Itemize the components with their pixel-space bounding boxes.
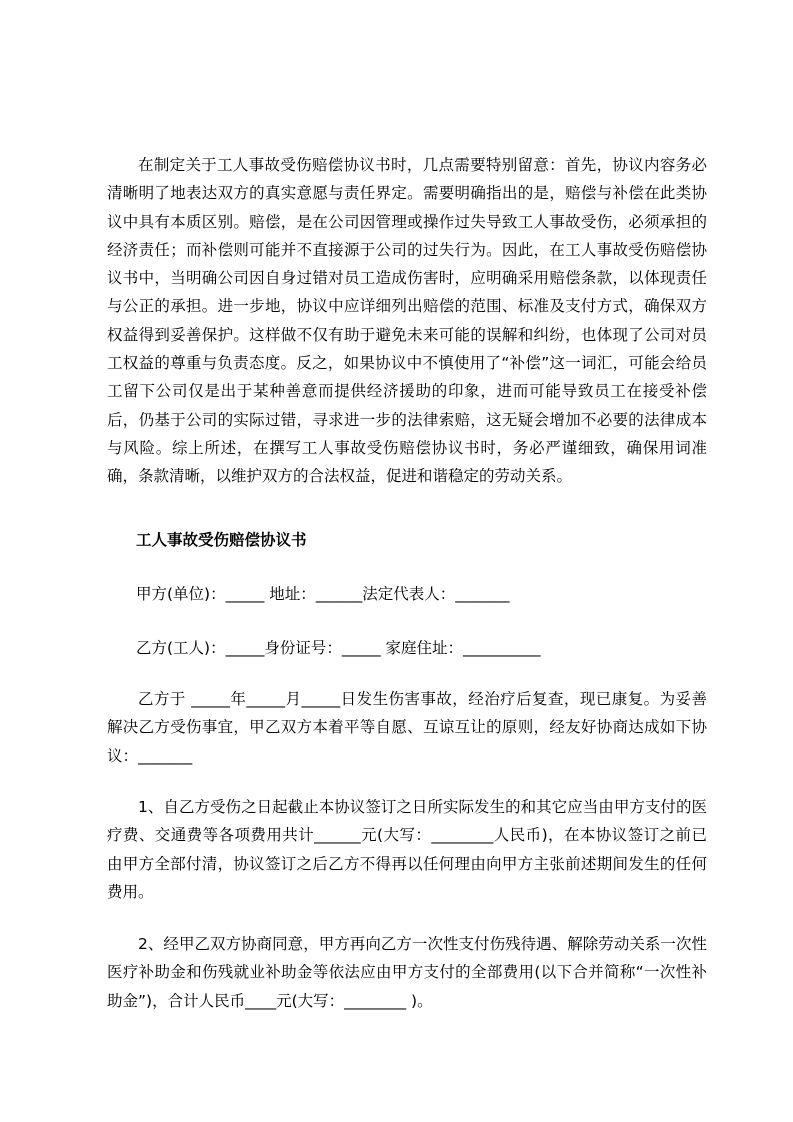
- clause-1-paragraph: 1、自乙方受伤之日起截止本协议签订之日所实际发生的和其它应当由甲方支付的医疗费、交通费等各项费用共计______元(大写：________人民币)，在本协议签订之前已由甲方全部付清，协议签订之后乙方不得再以任何理由向甲方主张前述期间发生的任何费用。: [107, 798, 707, 901]
- intro-paragraph: 在制定关于工人事故受伤赔偿协议书时，几点需要特别留意：首先，协议内容务必清晰明了地表达双方的真实意愿与责任界定。需要明确指出的是，赔偿与补偿在此类协议中具有本质区别。赔偿，是在公司因管理或操作过失导致工人事故受伤，必须承担的经济责任；而补偿则可能并不直接源于公司的过失行为。因此，在工人事故受伤赔偿协议书中，当明确公司因自身过错对员工造成伤害时，应明确采用赔偿条款，以体现责任与公正的承担。进一步地，协议中应详细列出赔偿的范围、标准及支付方式，确保双方权益得到妥善保护。这样做不仅有助于避免未来可能的误解和纠纷，也体现了公司对员工权益的尊重与负责态度。反之，如果协议中不慎使用了“补偿”这一词汇，可能会给员工留下公司仅是出于某种善意而提供经济援助的印象，进而可能导致员工在接受补偿后，仍基于公司的实际过错，寻求进一步的法律索赔，这无疑会增加不必要的法律成本与风险。综上所述，在撰写工人事故受伤赔偿协议书时，务必严谨细致，确保用词准确，条款清晰，以维护双方的合法权益，促进和谐稳定的劳动关系。: [107, 156, 707, 486]
- clause-2-paragraph: 2、经甲乙双方协商同意，甲方再向乙方一次性支付伤残待遇、解除劳动关系一次性医疗补助金和伤残就业补助金等依法应由甲方支付的全部费用(以下合并简称“一次性补助金”)，合计人民币____元(大写：________ )。: [107, 935, 707, 1010]
- accident-paragraph: 乙方于 _____年_____月_____日发生伤害事故，经治疗后复查，现已康复。为妥善解决乙方受伤事宜，甲乙双方本着平等自愿、互谅互让的原则，经友好协商达成如下协议：_______: [107, 690, 707, 765]
- party-b-line: 乙方(工人)：_____身份证号：_____ 家庭住址：__________: [136, 639, 541, 657]
- agreement-title: 工人事故受伤赔偿协议书: [136, 531, 307, 549]
- party-a-line: 甲方(单位)：_____ 地址：______法定代表人：_______: [136, 585, 510, 603]
